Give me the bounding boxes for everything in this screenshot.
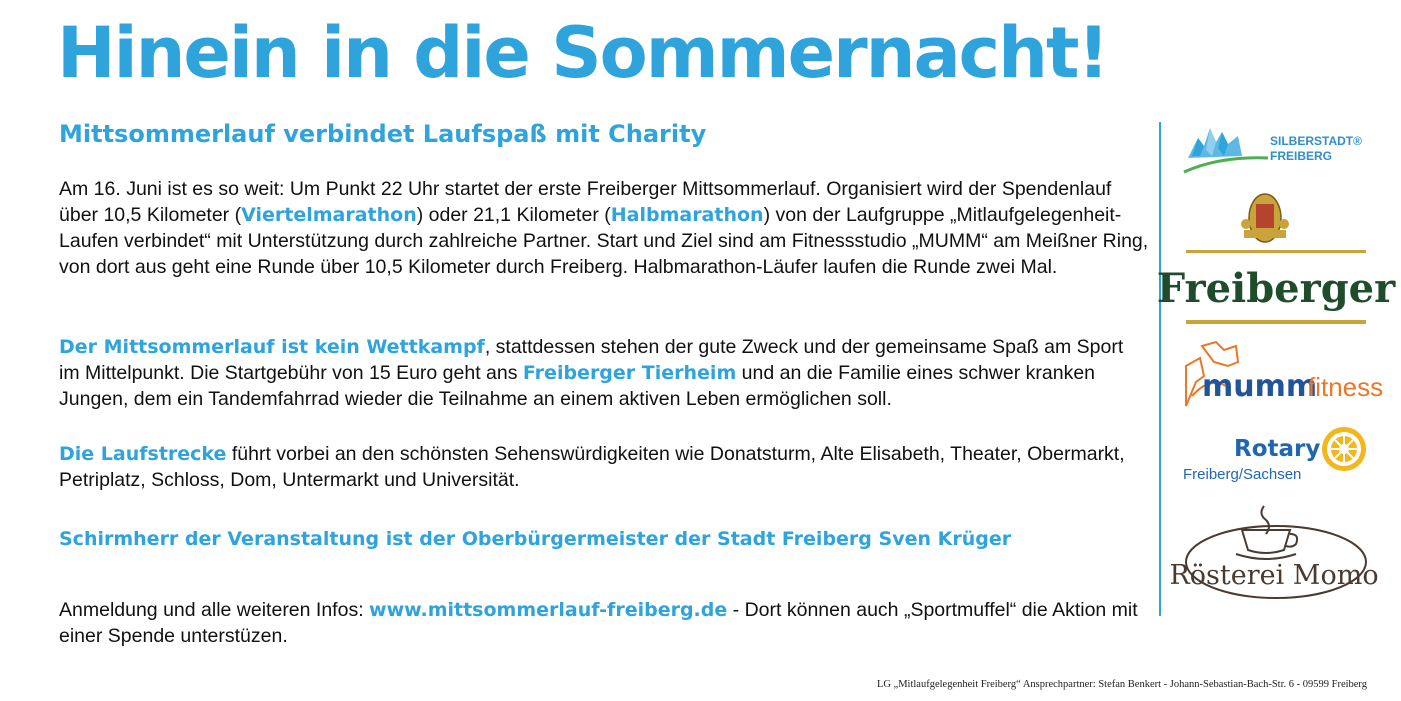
rotary-wordmark: Rotary: [1234, 436, 1321, 462]
p2-text-2: und an die Familie eines schwer kranken Jungen, dem ein Tandemfahrrad wieder die Teilnahme an einem aktiven Leben ermöglichen soll.: [59, 362, 1096, 410]
p3-text-1: führt vorbei an den schönsten Sehenswürdigkeiten wie Donatsturm, Alte Elisabeth, Theater, Obermarkt, Petriplatz, Schloss, Dom, Untermarkt und Universität.: [59, 443, 1125, 491]
sponsor-divider: [1159, 122, 1161, 616]
freiberger-brewery-logo: [1156, 188, 1396, 328]
coffee-cup-icon: [1236, 506, 1297, 559]
mumm-wordmark: mumm: [1202, 369, 1318, 404]
rotary-freiberg-logo: [1180, 420, 1370, 486]
freiberger-wordmark: Freiberger: [1156, 265, 1396, 312]
patron-statement: Schirmherr der Veranstaltung ist der Oberbürgermeister der Stadt Freiberg Sven Krüger: [59, 528, 1012, 550]
highlight-laufstrecke: Die Laufstrecke: [59, 443, 227, 465]
rotary-place: Freiberg/Sachsen: [1183, 466, 1302, 483]
silberstadt-line2: FREIBERG: [1270, 149, 1333, 163]
p4-text-2: - Dort können auch „Sportmuffel“ die Aktion mit einer Spende unterstüzen.: [59, 599, 1138, 647]
highlight-tierheim: Freiberger Tierheim: [522, 362, 737, 384]
paragraph-event-details: [59, 176, 1149, 280]
p1-text-3: ) von der Laufgruppe „Mitlaufgelegenheit-Laufen verbindet“ mit Unterstützung durch zahlreiche Partner. Start und Ziel sind am Fitnessstudio „MUMM“ am Meißner Ring, von dort aus geht eine Runde über 10,5 Kilometer durch Freiberg. Halbmarathon-Läufer laufen die Runde zwei Mal.: [59, 204, 1149, 278]
mumm-fitness-logo: [1180, 336, 1384, 412]
headline: Hinein in die Sommernacht!: [57, 12, 1108, 94]
paragraph-route: [59, 441, 1149, 493]
highlight-kein-wettkampf: Der Mittsommerlauf ist kein Wettkampf: [59, 336, 485, 358]
silberstadt-freiberg-logo: [1180, 120, 1370, 180]
footer-contact: LG „Mitlaufgelegenheit Freiberg“ Ansprechpartner: Stefan Benkert - Johann-Sebastian-Bach-Str. 6 - 09599 Freiberg: [876, 679, 1367, 690]
roesterei-momo-logo: [1169, 500, 1379, 600]
highlight-viertelmarathon: Viertelmarathon: [241, 204, 417, 226]
p4-text-1: Anmeldung und alle weiteren Infos:: [59, 599, 370, 621]
mumm-fitness-suffix: fitness: [1308, 372, 1384, 402]
p1-text-2: ) oder 21,1 Kilometer (: [416, 204, 611, 226]
rotary-wheel-icon: [1322, 427, 1366, 471]
highlight-halbmarathon: Halbmarathon: [610, 204, 764, 226]
p2-text-1: , stattdessen stehen der gute Zweck und der gemeinsame Spaß am Sport im Mittelpunkt. Die Startgebühr von 15 Euro geht ans: [59, 336, 1124, 384]
p1-text-1: Am 16. Juni ist es so weit: Um Punkt 22 Uhr startet der erste Freiberger Mittsommerlauf. Organisiert wird der Spendenlauf über 10,5 Kilometer (: [59, 178, 1112, 226]
paragraph-charity: [59, 334, 1149, 412]
roesterei-wordmark: Rösterei Momo: [1169, 560, 1379, 591]
website-link[interactable]: www.mittsommerlauf-freiberg.de: [369, 599, 728, 621]
subheadline: Mittsommerlauf verbindet Laufspaß mit Charity: [59, 120, 707, 148]
paragraph-registration: [59, 597, 1149, 649]
silberstadt-line1: SILBERSTADT®: [1270, 134, 1362, 148]
